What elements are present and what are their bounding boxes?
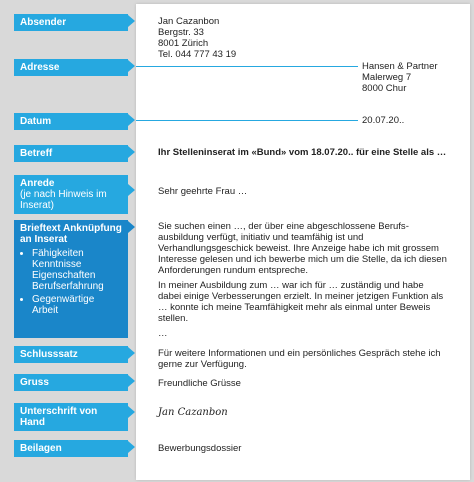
brieftext-item: • Gegenwärtige Arbeit bbox=[32, 294, 122, 316]
arrow-betreff bbox=[128, 146, 135, 158]
label-unterschrift-text: Unterschrift von Hand bbox=[20, 406, 98, 428]
body-paragraph-2: In meiner Ausbildung zum … war ich für … zuständig und habe dabei einige Verbesserungen erzielt. In meiner jetzigen Funktion als … konnte ich meine Teamfähigkeit mehr als einmal unter Beweis stellen. bbox=[158, 280, 444, 324]
label-schlusssatz-text: Schlusssatz bbox=[20, 349, 78, 360]
connector-datum bbox=[136, 120, 358, 121]
arrow-unterschrift bbox=[128, 406, 135, 418]
recipient-city: 8000 Chur bbox=[362, 83, 407, 94]
sender-block bbox=[158, 16, 236, 60]
label-unterschrift bbox=[14, 403, 128, 431]
arrow-datum bbox=[128, 114, 135, 126]
label-adresse-text: Adresse bbox=[20, 62, 60, 73]
letter-body bbox=[158, 221, 448, 339]
label-schlusssatz bbox=[14, 346, 128, 363]
recipient-block bbox=[362, 61, 438, 94]
recipient-street: Malerweg 7 bbox=[362, 72, 412, 83]
label-anrede-title: Anrede bbox=[20, 178, 55, 189]
label-adresse bbox=[14, 59, 128, 76]
arrow-gruss bbox=[128, 375, 135, 387]
label-absender bbox=[14, 14, 128, 31]
label-beilagen-text: Beilagen bbox=[20, 443, 62, 454]
arrow-anrede bbox=[128, 184, 135, 196]
label-datum bbox=[14, 113, 128, 130]
letter-date: 20.07.20.. bbox=[362, 115, 405, 126]
brieftext-item: • Fähigkeiten Kenntnisse Eigenschaften Berufserfahrung bbox=[32, 248, 122, 292]
sender-city: 8001 Zürich bbox=[158, 38, 209, 49]
body-paragraph-1: Sie suchen einen …, der über eine abgeschlossene Berufsausbildung verfügt, initiativ und teamfähig ist und Verhandlungsgeschick beweist. Ihre Anzeige habe ich mit grossem Interesse gelesen und ich bewerbe mich um die Stelle, da ich diesen Anforderungen rundum entspreche. bbox=[158, 221, 447, 276]
arrow-schlusssatz bbox=[128, 347, 135, 359]
label-anrede-sub: (je nach Hinweis im Inserat) bbox=[20, 189, 107, 211]
label-absender-text: Absender bbox=[20, 17, 67, 28]
label-beilagen bbox=[14, 440, 128, 457]
body-paragraph-3: … bbox=[158, 328, 168, 339]
arrow-beilagen bbox=[128, 441, 135, 453]
letter-salutation: Sehr geehrte Frau … bbox=[158, 186, 248, 197]
letter-enclosure: Bewerbungsdossier bbox=[158, 443, 242, 454]
sender-phone: Tel. 044 777 43 19 bbox=[158, 49, 237, 60]
arrow-absender bbox=[128, 15, 135, 27]
letter-signature: Jan Cazanbon bbox=[158, 407, 228, 418]
label-betreff-text: Betreff bbox=[20, 148, 53, 159]
arrow-adresse bbox=[128, 60, 135, 72]
label-datum-text: Datum bbox=[20, 116, 52, 127]
letter-closing: Für weitere Informationen und ein persönliches Gespräch stehe ich gerne zur Verfügung. bbox=[158, 348, 441, 370]
label-brieftext bbox=[14, 220, 128, 338]
label-anrede bbox=[14, 175, 128, 214]
recipient-company: Hansen & Partner bbox=[362, 61, 438, 72]
letter-subject: Ihr Stelleninserat im «Bund» vom 18.07.20.. für eine Stelle als … bbox=[158, 147, 447, 158]
sender-name: Jan Cazanbon bbox=[158, 16, 220, 27]
label-gruss-text: Gruss bbox=[20, 377, 49, 388]
connector-adresse bbox=[136, 66, 358, 67]
letter-greeting: Freundliche Grüsse bbox=[158, 378, 241, 389]
brieftext-list bbox=[20, 248, 122, 316]
label-gruss bbox=[14, 374, 128, 391]
label-betreff bbox=[14, 145, 128, 162]
sender-street: Bergstr. 33 bbox=[158, 27, 204, 38]
arrow-brieftext bbox=[128, 221, 135, 233]
label-brieftext-title: Brieftext Anknüpfung an Inserat bbox=[20, 223, 122, 245]
